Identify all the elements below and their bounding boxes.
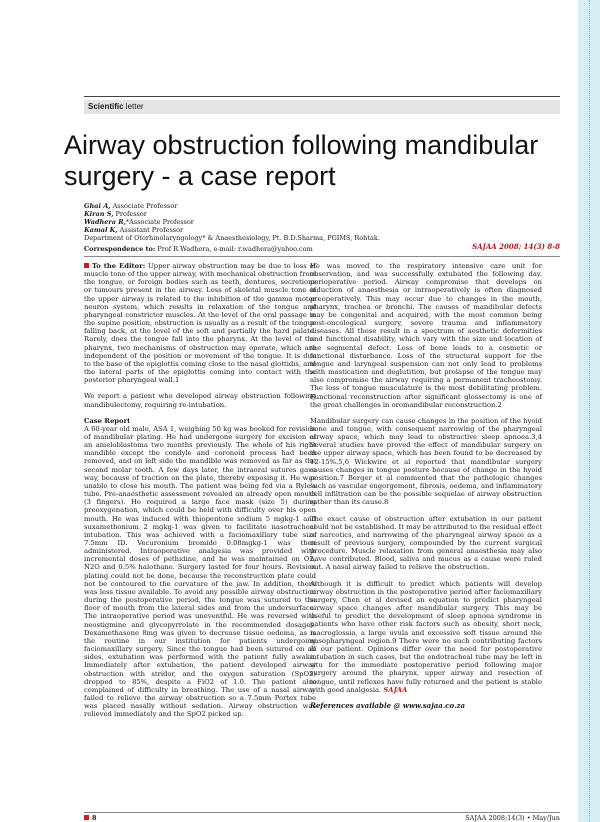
intro-text: Upper airway obstruction may be due to loss of muscle tone of the upper airway, with mechanical obstruction from the tongue, or foreign bodies such as teeth, dentures, secretions or tumours present in the airway. Loss of skeletal muscle tone of the upper airway is related to the inhibition of the gamma motor neuron system, which results in relaxation of the tongue and pharyngeal constrictor muscles. At the level of the oral passage in the supine position, obstruction is usually as a result of the tongue falling back, at the level of the soft and partially the hard palate. Rarely, does the tongue fall into the pharynx. At the level of the pharynx, two mechanisms of obstruction may operate, which are independent of the position or movement of the tongue. It is due to the base of the epiglottis coming close to the nasal glottidis, and the lateral parts of the epiglottis coming into contact with the posterior pharyngeal wall.1: [84, 262, 317, 385]
author-role: Professor: [113, 210, 147, 218]
footer-rule: [84, 812, 560, 813]
left-column: [84, 262, 316, 726]
case-report-text: A 60-year old male, ASA 1, weighing 50 kg was booked for revision of mandibular plating. He had undergone surgery for excision of an ameloblastoma two months previously. The whole of his right mandible except the condyle and coronoid process had been removed, and on left side the mandible was removed as far as the second molar tooth. A few days later, the intraoral sutures gave way, because of traction on the plate, thereby exposing it. He was unable to close his mouth. The patient was being fed via a Ryle's tube. Pre-anaesthetic assessment revealed an already open mouth (3 fingers). He required a large face mask (size 5) during preoxygenation, which could be held with difficulty over his open mouth. He was induced with thiopentone sodium 5 mgkg-1 and suxamethonium 2 mgkg-1 was given to facilitate nasotracheal intubation. This was achieved with a faciomaxillary tube size 7.5mm ID. Vecuronium bromide 0.08mgkg-1 was then administered. Intraoperative analgesia was provided with incremental doses of pethidine, and he was maintained on O2, N2O and 0.5% halothane. Surgery lasted for four hours. Revision plating could not be done, because the reconstruction plate could not be contoured to the curvature of the jaw. In addition, there was less tissue available. To avoid any possible airway obstruction during the postoperative period, the tongue was sutured to the floor of mouth from the lateral sides and from the undersurface. The intraoperative period was uneventful. He was reversed with neostigmine and glycopyrrolate in the recommended dosages. Dexamethasone 8mg was given to decrease tissue oedema, as is the routine in our institution for patients undergoing faciomaxillary surgery. Since the tongue had been sutured on all sides, extubation was performed with the patient fully awake. Immediately after extubation, the patient developed airway obstruction with stridor, and the oxygen saturation (SpO2) dropped to 85%, despite a FiO2 of 1.0. The patient also complained of difficulty in breathing. The use of a nasal airway failed to relieve the airway obstruction so a 7.5mm Portex tube was placed nasally without sedation. Airway obstruction was relieved immediately and the SpO2 picked up.: [84, 424, 316, 719]
article-title: Airway obstruction following mandibular surgery - a case report: [64, 130, 539, 191]
author-row: [84, 210, 560, 218]
page-edge-dotted-line: [589, 0, 590, 822]
author-name: Wadhera R,: [84, 218, 126, 226]
intro-label: To the Editor:: [92, 262, 146, 270]
author-row: [84, 226, 560, 234]
author-role: Associate Professor: [110, 202, 178, 210]
section-tag-rest: letter: [123, 102, 144, 111]
author-row: [84, 202, 560, 210]
affiliation: Department of Otorhinolaryngology* & Anaesthesiology, Pt. B.D.Sharma, PGIMS, Rohtak.: [84, 234, 380, 242]
end-mark: SAJAA: [383, 685, 408, 694]
correspondence-label: Correspondence to:: [84, 245, 156, 253]
author-name: Kamal K,: [84, 226, 118, 234]
author-name: Ghai A,: [84, 202, 111, 210]
page-footer: [84, 814, 560, 822]
page-number-block: [84, 814, 97, 822]
intro-paragraph: [84, 262, 316, 384]
case-report-heading: Case Report: [84, 416, 131, 425]
right-column: [310, 262, 542, 710]
author-row: [84, 218, 560, 226]
discussion-paragraph-4: [310, 580, 542, 694]
footer-square-icon: [84, 815, 89, 820]
discussion-paragraph-3: The exact cause of obstruction after extubation in our patient could not be established. It may be attributed to the residual effect of narcotics, and narrowing of the pharyngeal airway space as a result of previous surgery, compounded by the current surgical procedure. Muscle relaxation from general anaesthesia may also have contributed. Blood, saliva and mucus as a cause were ruled out. A nasal airway failed to relieve the obstruction.: [310, 514, 542, 572]
discussion-paragraph-2: Mandibular surgery can cause changes in the position of the hyoid bone and tongue, with consequent narrowing of the pharyngeal airway space, which may lead to obstructive sleep apnoea.3,4 Several studies have proved the effect of mandibular surgery on the upper airway space, which has been found to be decreased by 12-15%.5,6 Wickwire et al reported that mandibular surgery causes changes in tongue posture because of change in the hyoid position.7 Berger et al commented that the pathologic changes such as vascular engorgement, fibrosis, oedema, and inflammatory cell infiltration can be the possible sequelae of airway obstruction rather than its cause.8: [310, 416, 542, 507]
bullet-square-icon: [84, 263, 89, 268]
citation: [430, 242, 560, 251]
citation-journal: SAJAA: [472, 242, 497, 251]
section-tag-bold: Scientific: [88, 102, 124, 111]
author-role: Assistant Professor: [117, 226, 184, 234]
author-role: *Associate Professor: [125, 218, 194, 226]
author-list: [84, 202, 560, 242]
section-tag: [84, 100, 560, 114]
correspondence-text: Prof R Wadhera, e-mail: r.wadhera@yahoo.com: [155, 245, 313, 253]
discussion-paragraph-4-text: Although it is difficult to predict which patients will develop airway obstruction in the postoperative period after faciomaxillary surgery, Chen et al devised an equation to predict pharyngeal airway space changes after mandibular surgery. This may be useful to predict the development of sleep apnoea syndrome in patients who have other risk factors such as obesity, short neck, macroglossia, a large uvula and excessive soft tissue around the nasopharyngeal region.9 There were no such contributing factors in our patient. Opinions differ over the need for postoperative intubation in such cases, but the endotracheal tube may be left in situ for the immediate postoperative period following major surgery around the pharynx, upper airway and resection of tongue, until reflexes have fully returned and the patient is stable with good analgesia.: [310, 579, 542, 694]
journal-reference: SAJAA 2008;14(3) • May/Jun: [465, 814, 560, 822]
page-number: 8: [92, 814, 97, 822]
citation-detail: 2008; 14(3) 8-8: [496, 242, 560, 251]
report-paragraph: We report a patient who developed airway obstruction following mandibulectomy, requiring re-intubation.: [84, 392, 316, 409]
header-rule: [84, 96, 560, 97]
discussion-paragraph-1: He was moved to the respiratory intensive care unit for observation, and was successfully extubated the following day. perioperative period. Airway compromise that develops on induction of anaesthesia or intraoperatively is often diagnosed preoperatively. This may occur due to changes in the mouth, pharynx, trachea or bronchi. The causes of mandibular defects may be congenital and acquired, with the most common being post-oncological surgery, severe trauma and inflammatory diseases. All these result in a spectrum of aesthetic deformities and functional disability, which vary with the size and location of the segmental defect. Loss of bone leads to a cosmetic or functional disturbance. Loss of the structural support for the tongue and laryngeal suspension can not only lead to problems with mastication and deglutition, but prolapse of the tongue may also compromise the airway requiring a permanent tracheostomy. The loss of tongue musculature is the most debilitating problem. Functional reconstruction after significant glossectomy is one of the great challenges in oromandibular reconstruction.2: [310, 262, 542, 409]
body-rule: [84, 256, 560, 257]
references-link[interactable]: References available @ www.sajaa.co.za: [310, 700, 466, 710]
author-name: Kiran S,: [84, 210, 114, 218]
